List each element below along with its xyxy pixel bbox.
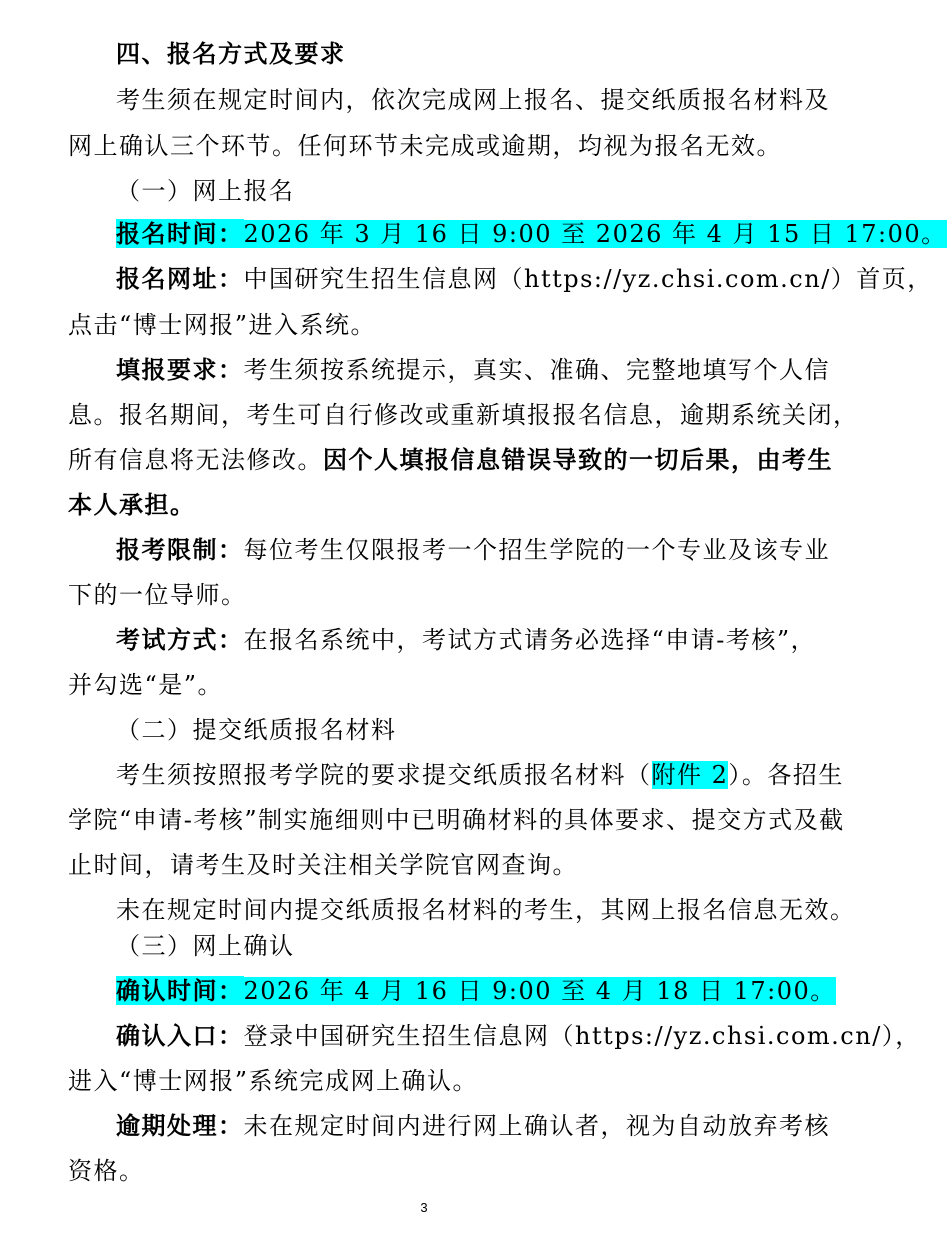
registration-url-line-2: 点击“博士网报”进入系统。 — [68, 311, 377, 339]
registration-url — [116, 263, 933, 295]
filling-requirements-line-2: 息。报名期间，考生可自行修改或重新填报报名信息，逾期系统关闭， — [68, 401, 859, 429]
paper-materials-line-4: 未在规定时间内提交纸质报名材料的考生，其网上报名信息无效。 — [116, 896, 856, 924]
overdue-handling — [116, 1110, 830, 1142]
confirmation-entry-text: 登录中国研究生招生信息网（https://yz.chsi.com.cn/）， — [243, 1022, 921, 1050]
paper-materials-text-b: ）。各招生 — [728, 761, 844, 789]
paper-materials-text-a: 考生须按照报考学院的要求提交纸质报名材料（ — [116, 761, 652, 789]
filling-requirements-line-4: 本人承担。 — [68, 490, 196, 519]
exam-method-label: 考试方式： — [116, 625, 244, 654]
paper-materials-line-2: 学院“申请-考核”制实施细则中已明确材料的具体要求、提交方式及截 — [68, 806, 845, 834]
confirmation-entry-label: 确认入口： — [116, 1021, 244, 1050]
filling-requirements — [116, 354, 830, 386]
filling-requirements-line-3 — [68, 444, 833, 476]
filling-requirements-text: 考生须按系统提示，真实、准确、完整地填写个人信 — [243, 356, 830, 384]
subsection-1-title: （一）网上报名 — [116, 177, 295, 205]
registration-time-label: 报名时间： — [116, 219, 244, 248]
overdue-handling-line-2: 资格。 — [68, 1157, 145, 1185]
filling-requirements-line-3-bold: 因个人填报信息错误导致的一切后果，由考生 — [323, 445, 833, 474]
subsection-3-title: （三）网上确认 — [116, 932, 295, 960]
registration-url-text: 中国研究生招生信息网（https://yz.chsi.com.cn/）首页， — [243, 265, 933, 293]
filling-requirements-line-3-normal: 所有信息将无法修改。 — [68, 446, 323, 474]
application-limit-text: 每位考生仅限报考一个招生学院的一个专业及该专业 — [243, 536, 830, 564]
confirmation-entry — [116, 1020, 921, 1052]
attachment-2-reference: 附件 2 — [651, 761, 729, 789]
intro-line-1: 考生须在规定时间内，依次完成网上报名、提交纸质报名材料及 — [116, 86, 830, 114]
confirmation-time-label: 确认时间： — [116, 976, 244, 1005]
intro-line-2: 网上确认三个环节。任何环节未完成或逾期，均视为报名无效。 — [68, 132, 782, 160]
registration-url-label: 报名网址： — [116, 264, 244, 293]
subsection-2-title: （二）提交纸质报名材料 — [116, 716, 397, 744]
paper-materials-line-1 — [116, 759, 844, 791]
confirmation-time-value: 2026 年 4 月 16 日 9:00 至 4 月 18 日 17:00。 — [243, 977, 836, 1005]
exam-method — [116, 624, 816, 656]
filling-requirements-label: 填报要求： — [116, 355, 244, 384]
exam-method-text: 在报名系统中，考试方式请务必选择“申请-考核”， — [243, 626, 817, 654]
application-limit-line-2: 下的一位导师。 — [68, 581, 247, 609]
paper-materials-line-3: 止时间，请考生及时关注相关学院官网查询。 — [68, 851, 578, 879]
confirmation-entry-line-2: 进入“博士网报”系统完成网上确认。 — [68, 1067, 479, 1095]
registration-time — [116, 218, 947, 250]
section-heading: 四、报名方式及要求 — [116, 39, 346, 68]
exam-method-line-2: 并勾选“是”。 — [68, 671, 224, 699]
overdue-handling-text: 未在规定时间内进行网上确认者，视为自动放弃考核 — [243, 1112, 830, 1140]
application-limit-label: 报考限制： — [116, 535, 244, 564]
confirmation-time — [116, 975, 836, 1007]
page-number: 3 — [420, 1200, 428, 1215]
registration-time-value: 2026 年 3 月 16 日 9:00 至 2026 年 4 月 15 日 17:00。 — [243, 220, 947, 248]
overdue-handling-label: 逾期处理： — [116, 1111, 244, 1140]
application-limit — [116, 534, 830, 566]
